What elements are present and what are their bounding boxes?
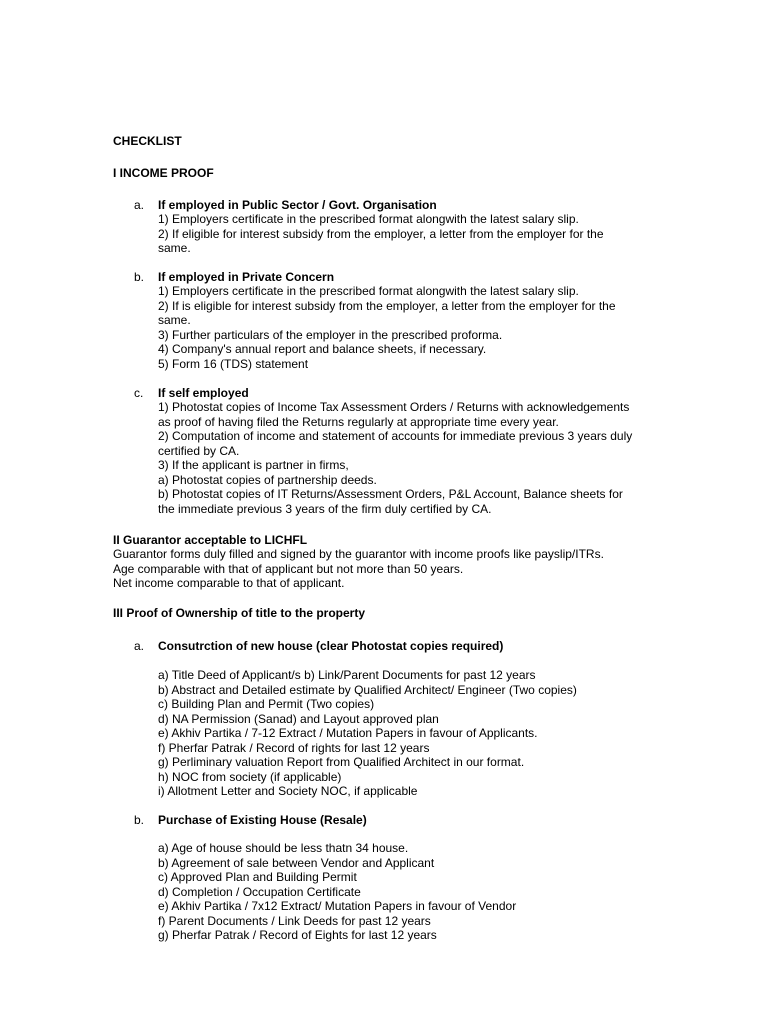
- list-line: Guarantor forms duly filled and signed by the guarantor with income proofs like payslip/ITRs.: [113, 547, 604, 561]
- list-line: 1) Photostat copies of Income Tax Assessment Orders / Returns with acknowledgements: [158, 400, 630, 414]
- list-line: same.: [158, 241, 191, 255]
- list-line: g) Pherfar Patrak / Record of Eights for last 12 years: [158, 928, 437, 942]
- list-line: e) Akhiv Partika / 7-12 Extract / Mutation Papers in favour of Applicants.: [158, 726, 538, 740]
- list-line: a) Age of house should be less thatn 34 house.: [158, 841, 409, 855]
- item-marker: b.: [134, 270, 145, 284]
- list-line: i) Allotment Letter and Society NOC, if applicable: [158, 784, 418, 798]
- list-line: d) Completion / Occupation Certificate: [158, 884, 361, 899]
- list-line: e) Akhiv Partika / 7x12 Extract/ Mutation Papers in favour of Vendor: [158, 899, 517, 913]
- list-line: b) Agreement of sale between Vendor and Applicant: [158, 855, 435, 870]
- list-line: 1) Employers certificate in the prescribed format alongwith the latest salary slip.: [158, 284, 579, 298]
- section-guarantor-heading: II Guarantor acceptable to LICHFL: [113, 533, 308, 547]
- item-marker: c.: [134, 386, 144, 400]
- list-line: 2) Computation of income and statement of accounts for immediate previous 3 years duly: [158, 429, 633, 443]
- document-title: CHECKLIST: [113, 134, 182, 148]
- section-income-proof-heading: I INCOME PROOF: [113, 166, 214, 180]
- list-line: 3) If the applicant is partner in firms,: [158, 458, 349, 472]
- item-marker: a.: [134, 639, 145, 653]
- list-line: certified by CA.: [158, 443, 240, 458]
- section-ownership-heading: III Proof of Ownership of title to the property: [113, 606, 365, 620]
- private-concern-list: [158, 284, 648, 371]
- list-line: 2) If eligible for interest subsidy from the employer, a letter from the employer for the: [158, 226, 604, 241]
- list-line: 4) Company's annual report and balance sheets, if necessary.: [158, 342, 487, 356]
- resale-house-list: [158, 841, 648, 943]
- guarantor-list: [113, 547, 653, 591]
- list-line: Net income comparable to that of applicant.: [113, 576, 345, 590]
- list-line: 3) Further particulars of the employer in the prescribed proforma.: [158, 327, 503, 342]
- list-line: a) Title Deed of Applicant/s b) Link/Parent Documents for past 12 years: [158, 668, 536, 682]
- list-line: 5) Form 16 (TDS) statement: [158, 356, 309, 371]
- list-line: same.: [158, 313, 191, 327]
- public-sector-list: [158, 212, 648, 256]
- list-line: Age comparable with that of applicant but not more than 50 years.: [113, 561, 464, 576]
- private-concern-title: If employed in Private Concern: [158, 270, 335, 284]
- list-line: b) Abstract and Detailed estimate by Qualified Architect/ Engineer (Two copies): [158, 682, 577, 697]
- resale-house-title: Purchase of Existing House (Resale): [158, 813, 367, 827]
- list-line: b) Photostat copies of IT Returns/Assessment Orders, P&L Account, Balance sheets for: [158, 487, 623, 501]
- list-line: h) NOC from society (if applicable): [158, 769, 342, 784]
- list-line: c) Building Plan and Permit (Two copies): [158, 697, 375, 711]
- list-line: as proof of having filed the Returns regularly at appropriate time every year.: [158, 414, 559, 429]
- self-employed-list: [158, 400, 648, 516]
- list-line: 1) Employers certificate in the prescribed format alongwith the latest salary slip.: [158, 212, 579, 226]
- list-line: the immediate previous 3 years of the firm duly certified by CA.: [158, 501, 492, 516]
- list-line: a) Photostat copies of partnership deeds.: [158, 472, 377, 487]
- item-marker: a.: [134, 198, 145, 212]
- list-line: c) Approved Plan and Building Permit: [158, 870, 357, 884]
- item-marker: b.: [134, 813, 145, 827]
- self-employed-title: If self employed: [158, 386, 249, 400]
- public-sector-title: If employed in Public Sector / Govt. Organisation: [158, 198, 437, 212]
- list-line: f) Pherfar Patrak / Record of rights for last 12 years: [158, 740, 430, 755]
- new-house-list: [158, 668, 648, 799]
- list-line: f) Parent Documents / Link Deeds for past 12 years: [158, 913, 431, 928]
- list-line: d) NA Permission (Sanad) and Layout approved plan: [158, 711, 439, 726]
- list-line: g) Perliminary valuation Report from Qualified Architect in our format.: [158, 755, 525, 769]
- new-house-title: Consutrction of new house (clear Photostat copies required): [158, 639, 504, 653]
- list-line: 2) If is eligible for interest subsidy from the employer, a letter from the employer for the: [158, 298, 616, 313]
